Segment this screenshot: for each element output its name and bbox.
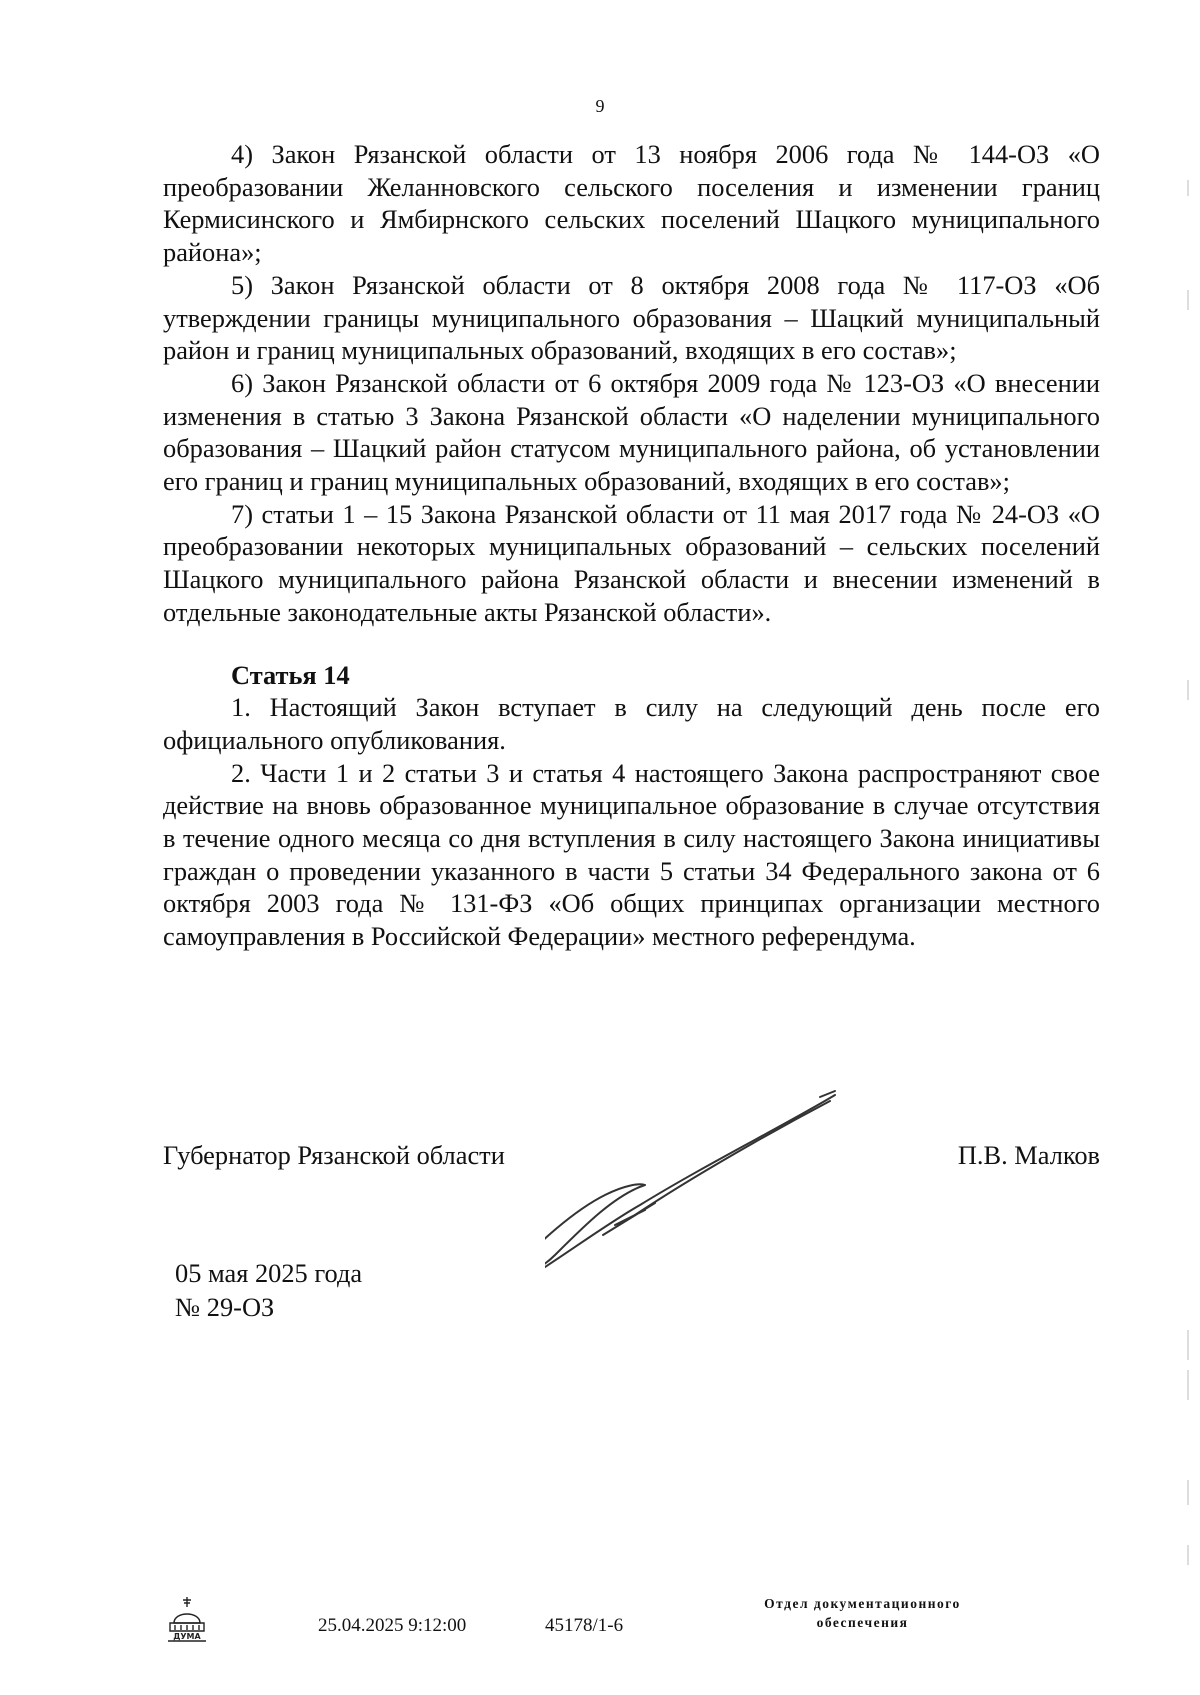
- list-item: 6) Закон Рязанской области от 6 октября 2009 года № 123-ОЗ «О внесении изменения в статью 3 Закона Рязанской области «О наделении муниципального образования – Шацкий район статусом муниципального района, об установлении его границ и границ муниципальных образований, входящих в его состав»;: [163, 367, 1100, 497]
- document-body: [163, 138, 1100, 953]
- scan-artifact-marks: [1183, 160, 1193, 1580]
- list-item: 5) Закон Рязанской области от 8 октября 2008 года № 117-ОЗ «Об утверждении границы муниципального образования – Шацкий муниципальный район и границ муниципальных образований, входящих в его состав»;: [163, 269, 1100, 366]
- law-date-block: [175, 1256, 362, 1324]
- signatory-name: П.В. Малков: [957, 1140, 1100, 1170]
- law-number: № 29-ОЗ: [175, 1292, 275, 1322]
- handwritten-signature: [545, 1085, 845, 1285]
- article-paragraph: 2. Части 1 и 2 статьи 3 и статья 4 настоящего Закона распространяют свое действие на вновь образованное муниципальное образование в случае отсутствия в течение одного месяца со дня вступления в силу настоящего Закона инициативы граждан о проведении указанного в части 5 статьи 34 Федерального закона от 6 октября 2003 года № 131-ФЗ «Об общих принципах организации местного самоуправления в Российской Федерации» местного референдума.: [163, 757, 1100, 952]
- stamp-line: Отдел документационного: [764, 1596, 961, 1611]
- list-item: 7) статьи 1 – 15 Закона Рязанской области от 11 мая 2017 года № 24-ОЗ «О преобразовании некоторых муниципальных образований – сельских поселений Шацкого муниципального района Рязанской области и внесении изменений в отдельные законодательные акты Рязанской области».: [163, 498, 1100, 627]
- article-heading: Статья 14: [231, 659, 350, 690]
- stamp-line: обеспечения: [816, 1615, 909, 1630]
- list-item: 4) Закон Рязанской области от 13 ноября 2006 года № 144-ОЗ «О преобразовании Желанновского сельского поселения и изменении границ Кермисинского и Ямбирнского сельских поселений Шацкого муниципального района»;: [163, 139, 1100, 268]
- footer-reg-number: 45178/1-6: [545, 1615, 624, 1636]
- duma-emblem-icon: [166, 1595, 208, 1645]
- page-number: 9: [595, 96, 605, 116]
- department-stamp: [720, 1594, 1005, 1632]
- footer-timestamp: 25.04.2025 9:12:00: [318, 1615, 467, 1636]
- emblem-text: ДУМА: [173, 1632, 201, 1641]
- signatory-title: Губернатор Рязанской области: [163, 1140, 505, 1170]
- article-paragraph: 1. Настоящий Закон вступает в силу на следующий день после его официального опубликования.: [163, 692, 1100, 755]
- law-date: 05 мая 2025 года: [175, 1258, 363, 1288]
